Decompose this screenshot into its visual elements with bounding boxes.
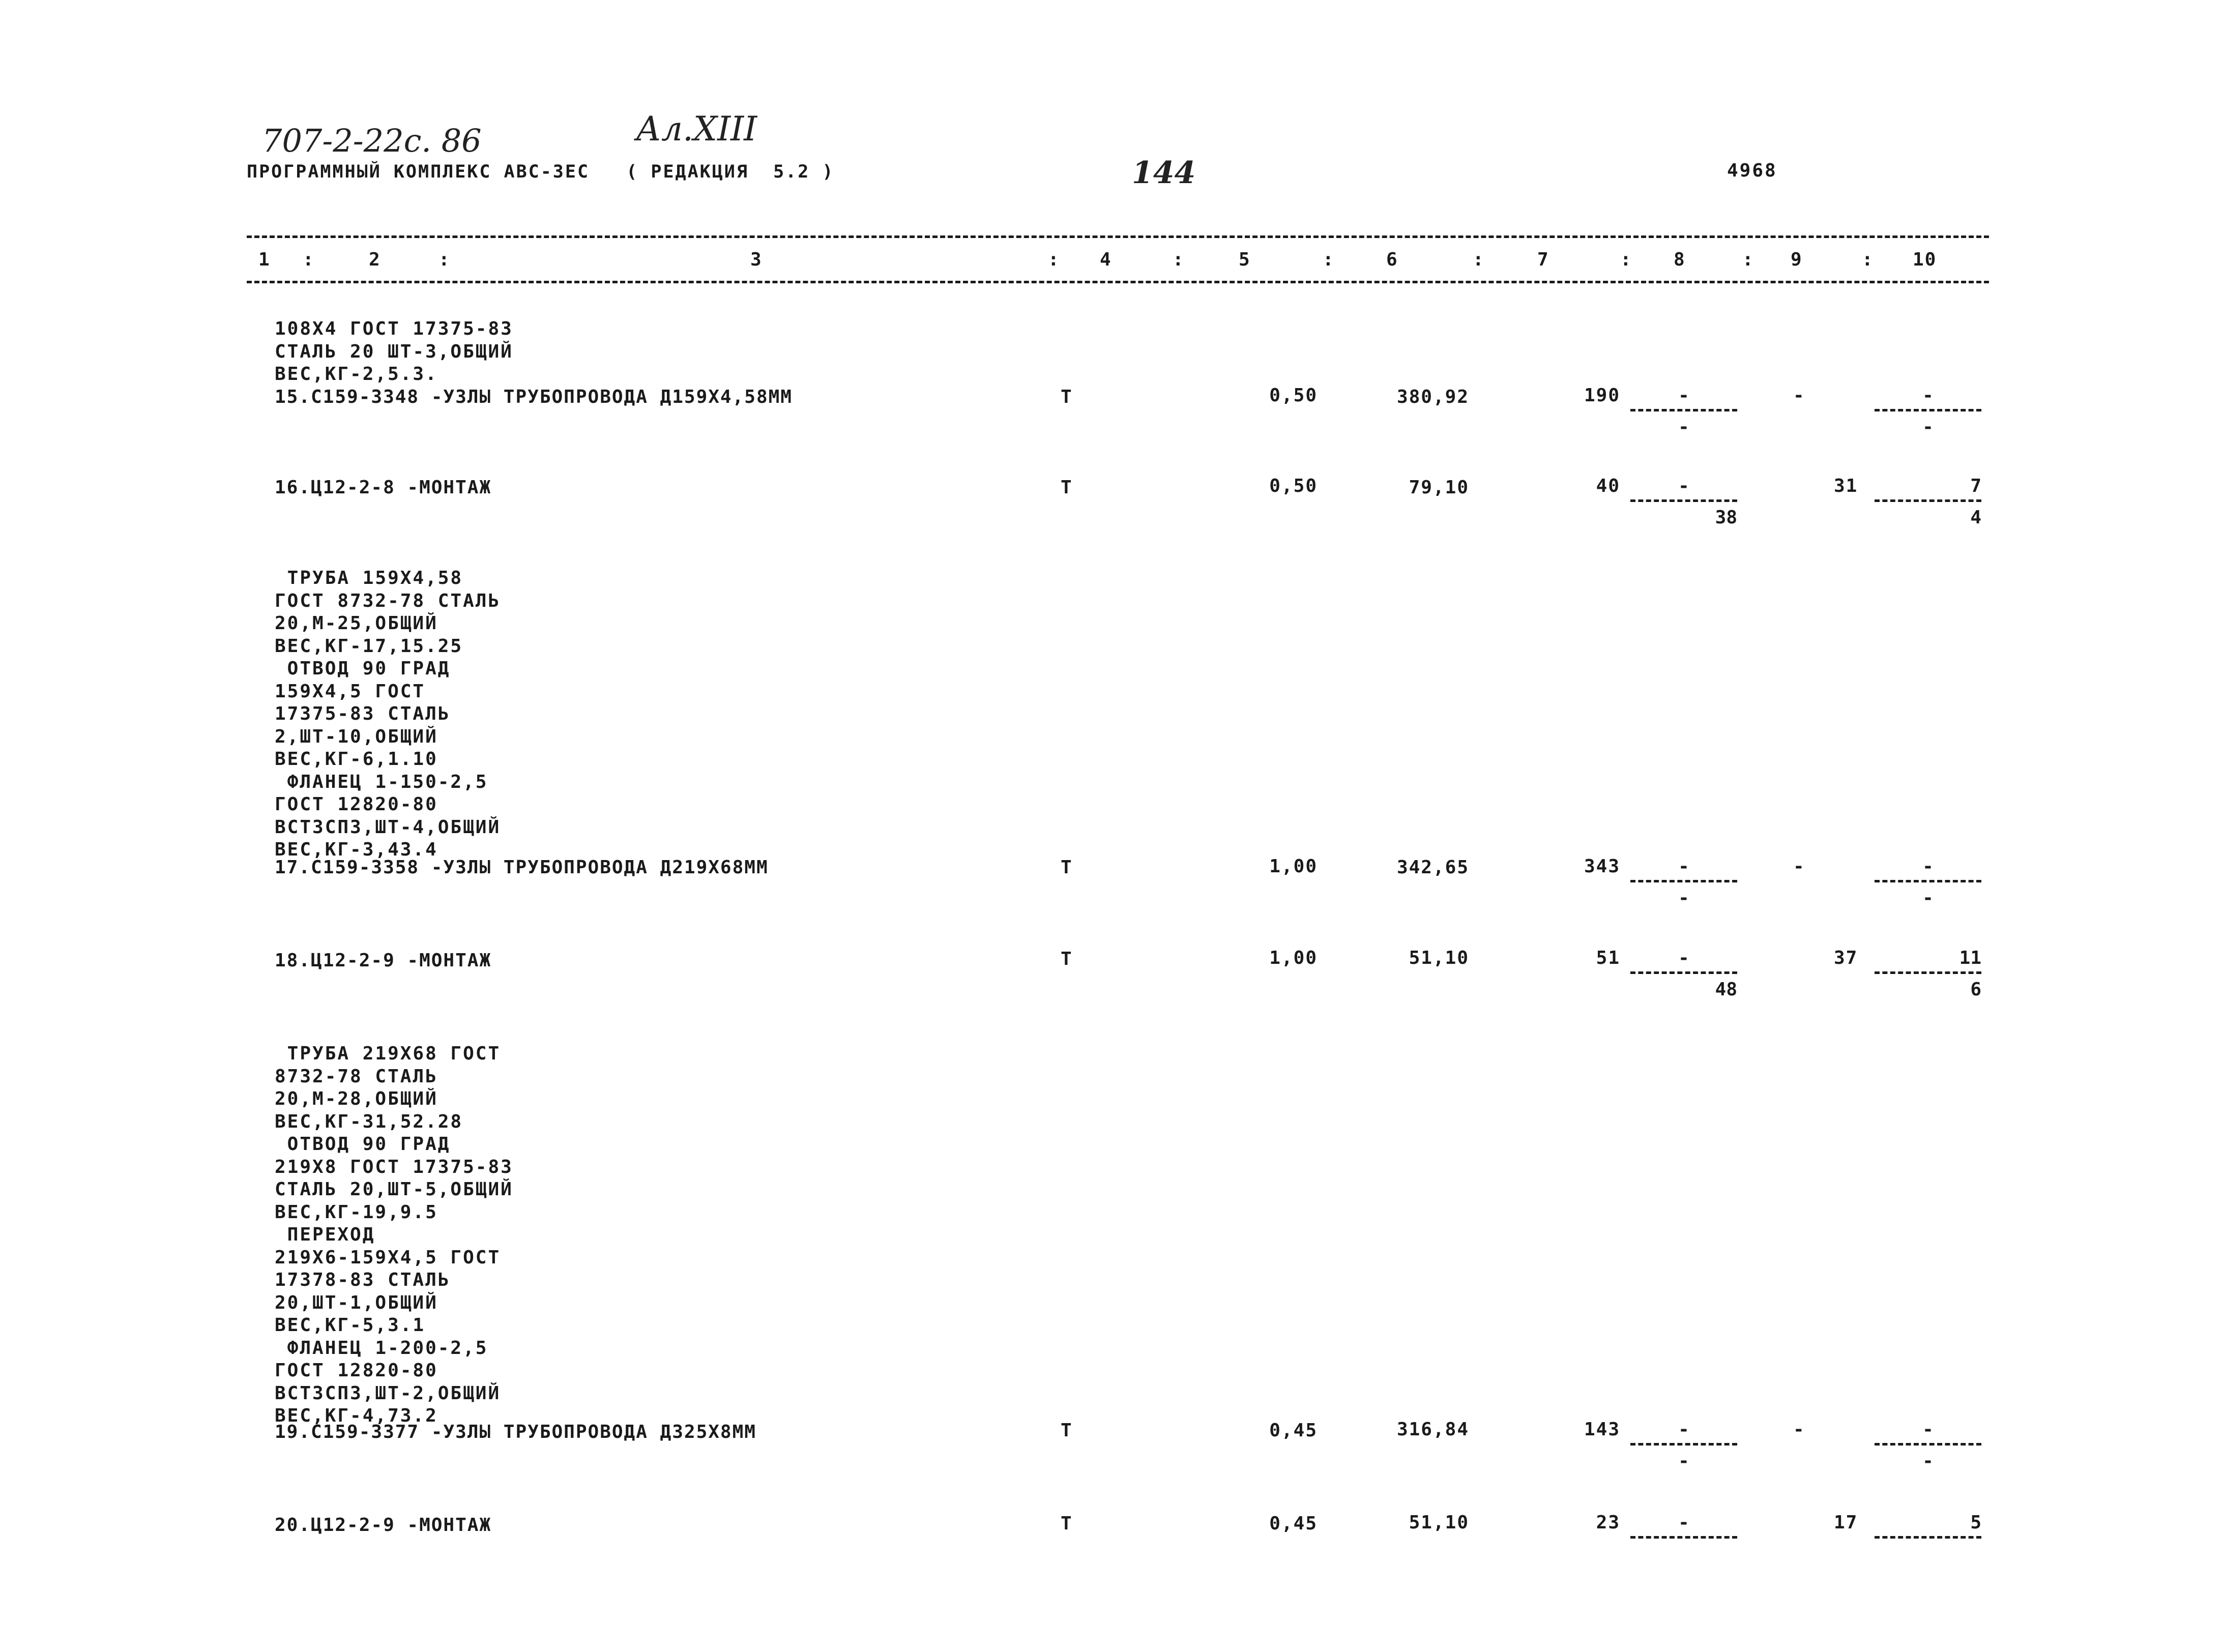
col-header-1: 1 — [258, 249, 271, 270]
col9-cell: - — [1793, 856, 1805, 877]
description-line: ВЕС,КГ-31,52.28 — [275, 1111, 463, 1132]
description-line: 108Х4 ГОСТ 17375-83 — [275, 318, 513, 339]
fraction-top: - — [1678, 1512, 1689, 1533]
fraction-bottom: - — [1678, 888, 1689, 908]
description-line: 8732-78 СТАЛЬ — [275, 1066, 438, 1087]
description-line: 17375-83 СТАЛЬ — [275, 703, 451, 724]
unit-cell: Т — [1061, 949, 1073, 969]
col-header-2: 2 — [369, 249, 381, 270]
col-sep: : — [1048, 249, 1060, 270]
unit-price-cell: 316,84 — [1396, 1419, 1469, 1440]
col9-cell: - — [1793, 1419, 1805, 1440]
col9-cell: 31 — [1834, 476, 1858, 496]
unit-price-cell: 342,65 — [1396, 857, 1469, 878]
description-line: СТАЛЬ 20 ШТ-3,ОБЩИЙ — [275, 341, 513, 362]
col10-fraction — [1875, 856, 1981, 908]
col-sep: : — [1173, 249, 1185, 270]
row-title: 17.С159-3358 -УЗЛЫ ТРУБОПРОВОДА Д219Х68ММ — [275, 857, 769, 878]
col-header-4: 4 — [1100, 249, 1112, 270]
fraction-top: - — [1678, 856, 1689, 877]
unit-price-cell: 51,10 — [1409, 948, 1469, 968]
material-description — [275, 1043, 513, 1428]
col8-fraction — [1630, 476, 1737, 528]
fraction-bottom: - — [1922, 888, 1934, 908]
description-line: 20,М-28,ОБЩИЙ — [275, 1088, 438, 1109]
description-line: 2,ШТ-10,ОБЩИЙ — [275, 726, 438, 747]
fraction-top: - — [1678, 385, 1689, 406]
total-cost-cell: 23 — [1596, 1512, 1620, 1533]
col-header-10: 10 — [1913, 249, 1937, 270]
handwritten-album-number: Ал.XIII — [636, 109, 757, 149]
description-line: ГОСТ 8732-78 СТАЛЬ — [275, 590, 501, 611]
description-line: 219Х8 ГОСТ 17375-83 — [275, 1156, 513, 1177]
description-line: СТАЛЬ 20,ШТ-5,ОБЩИЙ — [275, 1179, 513, 1200]
unit-cell: Т — [1061, 1513, 1073, 1534]
header-rule-bottom — [247, 281, 1989, 283]
description-line: 219Х6-159Х4,5 ГОСТ — [275, 1247, 501, 1268]
description-line: ГОСТ 12820-80 — [275, 1360, 438, 1381]
description-line: ВСТ3СП3,ШТ-4,ОБЩИЙ — [275, 816, 501, 838]
handwritten-doc-code: 707-2-22с. 86 — [262, 122, 482, 159]
quantity-cell: 0,45 — [1269, 1420, 1318, 1441]
description-line: ВЕС,КГ-4,73.2 — [275, 1405, 438, 1426]
col10-fraction — [1875, 948, 1981, 1000]
total-cost-cell: 40 — [1596, 476, 1620, 496]
quantity-cell: 0,50 — [1269, 385, 1318, 406]
fraction-bottom: 48 — [1715, 979, 1737, 1000]
description-line: ВЕС,КГ-6,1.10 — [275, 749, 438, 770]
fraction-bottom: 4 — [1970, 507, 1981, 528]
description-line: ФЛАНЕЦ 1-150-2,5 — [275, 771, 488, 792]
col8-fraction — [1630, 1419, 1737, 1471]
col8-fraction — [1630, 856, 1737, 908]
col-header-7: 7 — [1537, 249, 1549, 270]
quantity-cell: 1,00 — [1269, 856, 1318, 877]
quantity-cell: 0,45 — [1269, 1513, 1318, 1534]
col10-fraction — [1875, 476, 1981, 528]
unit-cell: Т — [1061, 477, 1073, 498]
description-line: 159Х4,5 ГОСТ — [275, 681, 426, 702]
unit-price-cell: 51,10 — [1409, 1512, 1469, 1533]
unit-cell: Т — [1061, 857, 1073, 878]
description-line: ОТВОД 90 ГРАД — [275, 658, 451, 679]
fraction-top: - — [1678, 1419, 1689, 1440]
col-sep: : — [1323, 249, 1335, 270]
row-title: 20.Ц12-2-9 -МОНТАЖ — [275, 1515, 492, 1536]
col9-cell: - — [1793, 385, 1805, 406]
fraction-top: 7 — [1970, 476, 1981, 496]
description-line: ГОСТ 12820-80 — [275, 794, 438, 815]
fraction-top: - — [1678, 476, 1689, 496]
fraction-top: 11 — [1959, 948, 1981, 968]
total-cost-cell: 51 — [1596, 948, 1620, 968]
col10-fraction — [1875, 385, 1981, 437]
col-sep: : — [438, 249, 451, 270]
col-header-9: 9 — [1791, 249, 1803, 270]
total-cost-cell: 190 — [1584, 385, 1620, 406]
fraction-bottom: - — [1922, 417, 1934, 437]
total-cost-cell: 143 — [1584, 1419, 1620, 1440]
col-header-3: 3 — [750, 249, 763, 270]
description-line: ВЕС,КГ-2,5.3. — [275, 364, 438, 385]
fraction-top: - — [1678, 948, 1689, 968]
row-title: 18.Ц12-2-9 -МОНТАЖ — [275, 950, 492, 971]
header-rule-top — [247, 235, 1989, 238]
description-line: 20,М-25,ОБЩИЙ — [275, 613, 438, 634]
document-number: 4968 — [1727, 160, 1777, 181]
page-number-handwritten: 144 — [1132, 155, 1196, 191]
description-line: 17378-83 СТАЛЬ — [275, 1270, 451, 1290]
unit-cell: Т — [1061, 387, 1073, 407]
unit-cell: Т — [1061, 1420, 1073, 1441]
description-line: ВЕС,КГ-5,3.1 — [275, 1315, 426, 1336]
col10-fraction — [1875, 1512, 1981, 1544]
material-description — [275, 567, 501, 862]
fraction-bottom: - — [1922, 1451, 1934, 1471]
fraction-bottom: 38 — [1715, 507, 1737, 528]
description-line: ПЕРЕХОД — [275, 1224, 375, 1245]
col-header-8: 8 — [1674, 249, 1686, 270]
quantity-cell: 1,00 — [1269, 948, 1318, 968]
description-line: ТРУБА 159Х4,58 — [275, 568, 463, 588]
unit-price-cell: 380,92 — [1396, 387, 1469, 407]
col-header-6: 6 — [1386, 249, 1398, 270]
description-line: ОТВОД 90 ГРАД — [275, 1134, 451, 1155]
description-line: ТРУБА 219Х68 ГОСТ — [275, 1043, 501, 1064]
description-line: ВЕС,КГ-19,9.5 — [275, 1201, 438, 1223]
col-sep: : — [1620, 249, 1632, 270]
description-line: ФЛАНЕЦ 1-200-2,5 — [275, 1337, 488, 1359]
total-cost-cell: 343 — [1584, 856, 1620, 877]
description-line: 20,ШТ-1,ОБЩИЙ — [275, 1292, 438, 1313]
col9-cell: 17 — [1834, 1512, 1858, 1533]
col-header-5: 5 — [1239, 249, 1251, 270]
material-description — [275, 318, 513, 386]
col8-fraction — [1630, 385, 1737, 437]
col8-fraction — [1630, 1512, 1737, 1544]
fraction-top: - — [1922, 856, 1934, 877]
row-title: 16.Ц12-2-8 -МОНТАЖ — [275, 477, 492, 498]
program-title: ПРОГРАММНЫЙ КОМПЛЕКС АВС-3ЕС ( РЕДАКЦИЯ 5.2 ) — [247, 162, 835, 182]
quantity-cell: 0,50 — [1269, 476, 1318, 496]
fraction-top: 5 — [1970, 1512, 1981, 1533]
col9-cell: 37 — [1834, 948, 1858, 968]
description-line: ВЕС,КГ-3,43.4 — [275, 839, 438, 860]
col10-fraction — [1875, 1419, 1981, 1471]
fraction-top: - — [1922, 385, 1934, 406]
description-line: ВСТ3СП3,ШТ-2,ОБЩИЙ — [275, 1382, 501, 1404]
col-sep: : — [1473, 249, 1485, 270]
row-title: 15.С159-3348 -УЗЛЫ ТРУБОПРОВОДА Д159Х4,58ММ — [275, 387, 793, 407]
fraction-bottom: - — [1678, 1451, 1689, 1471]
row-title: 19.С159-3377 -УЗЛЫ ТРУБОПРОВОДА Д325Х8ММ — [275, 1422, 756, 1442]
unit-price-cell: 79,10 — [1409, 477, 1469, 498]
fraction-top: - — [1922, 1419, 1934, 1440]
fraction-bottom: 6 — [1970, 979, 1981, 1000]
col-sep: : — [303, 249, 315, 270]
description-line: ВЕС,КГ-17,15.25 — [275, 635, 463, 657]
col8-fraction — [1630, 948, 1737, 1000]
col-sep: : — [1742, 249, 1754, 270]
fraction-bottom: - — [1678, 417, 1689, 437]
col-sep: : — [1862, 249, 1874, 270]
